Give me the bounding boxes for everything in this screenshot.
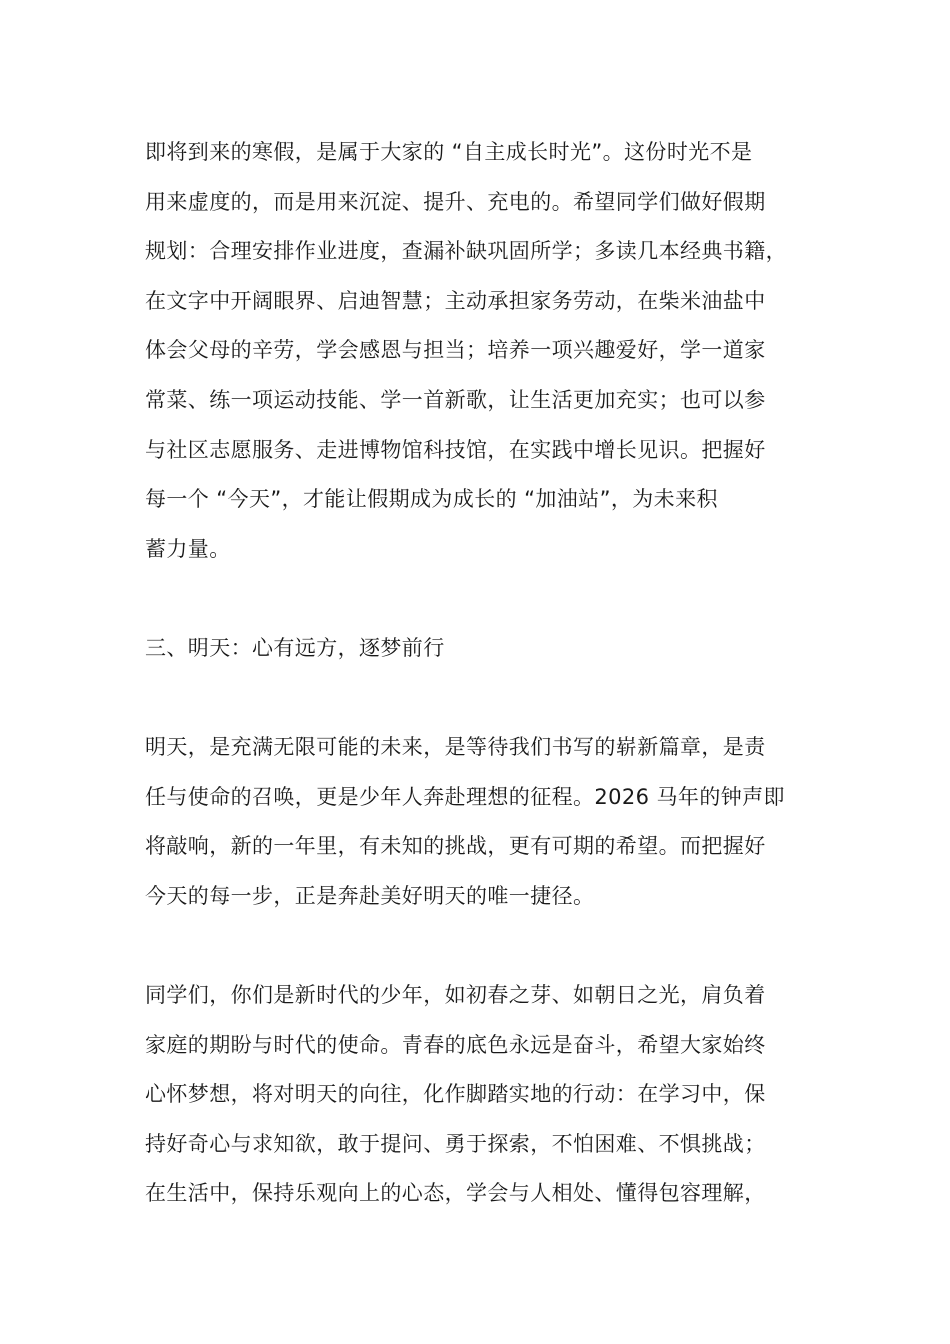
text-line: 即将到来的寒假，是属于大家的 “自主成长时光”。这份时光不是	[145, 140, 753, 164]
text-line: 同学们，你们是新时代的少年，如初春之芽、如朝日之光，肩负着	[145, 983, 766, 1008]
paragraph-spacer	[145, 922, 825, 972]
text-line: 规划：合理安排作业进度，查漏补缺巩固所学；多读几本经典书籍，	[145, 239, 787, 264]
document-body	[145, 128, 825, 1219]
text-line: 在文字中开阔眼界、启迪智慧；主动承担家务劳动，在柴米油盐中	[145, 288, 766, 313]
paragraph-tomorrow	[145, 723, 825, 921]
heading-text: 三、明天：心有远方，逐梦前行	[145, 635, 445, 660]
section-heading	[145, 624, 825, 674]
text-line: 常菜、练一项运动技能、学一首新歌，让生活更加充实；也可以参	[145, 387, 766, 412]
text-line: 与社区志愿服务、走进博物馆科技馆，在实践中增长见识。把握好	[145, 437, 766, 462]
text-line: 今天的每一步，正是奔赴美好明天的唯一捷径。	[145, 883, 595, 908]
text-line: 心怀梦想，将对明天的向往，化作脚踏实地的行动：在学习中，保	[145, 1082, 766, 1107]
paragraph-winter-break	[145, 128, 825, 574]
paragraph-spacer	[145, 574, 825, 624]
paragraph-spacer	[145, 674, 825, 724]
text-line: 任与使命的召唤，更是少年人奔赴理想的征程。2026 马年的钟声即	[145, 784, 785, 809]
text-line: 蓄力量。	[145, 536, 231, 561]
text-line: 明天，是充满无限可能的未来，是等待我们书写的崭新篇章，是责	[145, 735, 766, 760]
text-line: 在生活中，保持乐观向上的心态，学会与人相处、懂得包容理解，	[145, 1181, 766, 1206]
text-line: 体会父母的辛劳，学会感恩与担当；培养一项兴趣爱好，学一道家	[145, 338, 766, 363]
text-line: 每一个 “今天”，才能让假期成为成长的 “加油站”，为未来积	[145, 487, 718, 512]
text-line: 家庭的期盼与时代的使命。青春的底色永远是奋斗，希望大家始终	[145, 1032, 766, 1057]
text-line: 用来虚度的，而是用来沉淀、提升、充电的。希望同学们做好假期	[145, 189, 766, 214]
paragraph-students	[145, 971, 825, 1219]
text-line: 持好奇心与求知欲，敢于提问、勇于探索，不怕困难、不惧挑战；	[145, 1131, 766, 1156]
text-line: 将敲响，新的一年里，有未知的挑战，更有可期的希望。而把握好	[145, 834, 766, 859]
